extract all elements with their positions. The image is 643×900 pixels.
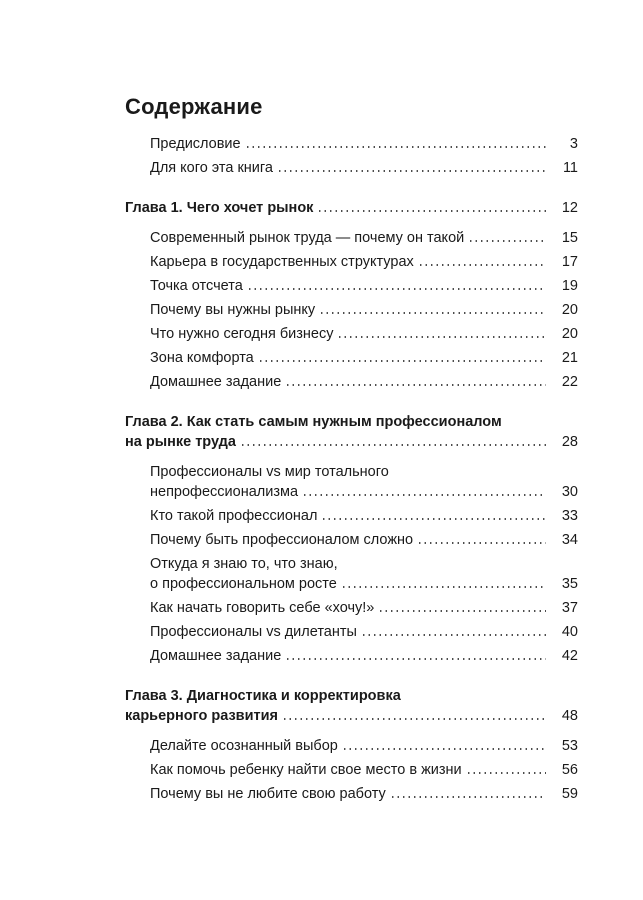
table-of-contents [125,94,578,806]
toc-section-entry [125,782,578,806]
dot-leader [247,288,546,290]
page-number: 53 [561,738,578,754]
page-number: 42 [561,648,578,664]
page-number: 22 [561,374,578,390]
dot-leader [418,264,546,266]
toc-list [125,132,578,806]
entry-row [150,274,578,298]
dot-leader [317,210,546,212]
entry-row [150,156,578,180]
page-number: 11 [562,160,578,176]
toc-section-entry [125,226,578,250]
page-number: 40 [561,624,578,640]
entry-row [150,574,578,594]
page-number: 28 [561,434,578,450]
page-number: 34 [561,532,578,548]
entry-row [150,322,578,346]
entry-row [125,196,578,220]
entry-row [150,298,578,322]
toc-section-entry [125,322,578,346]
toc-chapter-entry [125,410,578,454]
page-number: 15 [561,230,578,246]
dot-leader [361,634,546,636]
dot-leader [417,542,546,544]
page-number: 12 [561,200,578,216]
dot-leader [302,494,546,496]
entry-title: Почему вы не любите свою работу [150,786,386,802]
entry-title: Современный рынок труда — почему он такой [150,230,465,246]
page-number: 37 [561,600,578,616]
entry-row [125,706,578,726]
entry-title-line: Откуда я знаю то, что знаю, [150,556,338,572]
dot-leader [240,444,546,446]
entry-title: Как помочь ребенку найти свое место в жизни [150,762,462,778]
dot-leader [277,170,546,172]
entry-row [150,132,578,156]
entry-row [150,596,578,620]
toc-section-entry [125,298,578,322]
entry-title: Домашнее задание [150,374,282,390]
dot-leader [466,772,546,774]
page-number: 59 [561,786,578,802]
page-number: 33 [561,508,578,524]
page-number: 17 [561,254,578,270]
toc-section-entry [125,734,578,758]
entry-row [150,644,578,668]
page-number: 20 [561,326,578,342]
entry-row [150,620,578,644]
toc-section-entry [125,250,578,274]
dot-leader [378,610,546,612]
entry-title: непрофессионализма [150,484,299,500]
page-number: 30 [561,484,578,500]
toc-section-entry [125,552,578,596]
entry-title-line: Профессионалы vs мир тотального [150,464,389,480]
entry-row [150,504,578,528]
toc-section-entry [125,274,578,298]
page-number: 48 [561,708,578,724]
entry-row [150,226,578,250]
entry-title-line: Глава 2. Как стать самым нужным профессионалом [125,414,502,430]
page-number: 19 [561,278,578,294]
dot-leader [337,336,546,338]
toc-section-entry [125,596,578,620]
page-number: 56 [561,762,578,778]
entry-title: Домашнее задание [150,648,282,664]
entry-title-line: Глава 3. Диагностика и корректировка [125,688,401,704]
entry-title: Почему вы нужны рынку [150,302,316,318]
toc-section-entry [125,758,578,782]
entry-title: Как начать говорить себе «хочу!» [150,600,375,616]
dot-leader [468,240,546,242]
entry-title: Зона комфорта [150,350,254,366]
dot-leader [321,518,546,520]
entry-title: карьерного развития [125,708,278,724]
entry-row [150,734,578,758]
toc-section-entry [125,156,578,180]
dot-leader [319,312,546,314]
entry-row [125,432,578,452]
toc-chapter-entry [125,684,578,728]
entry-row [150,482,578,502]
entry-row [150,528,578,552]
toc-section-entry [125,346,578,370]
toc-chapter-entry [125,196,578,220]
toc-section-entry [125,460,578,504]
entry-row [150,370,578,394]
entry-row [150,346,578,370]
entry-row [150,782,578,806]
toc-title: Содержание [125,94,263,119]
entry-title: Профессионалы vs дилетанты [150,624,357,640]
entry-title: Для кого эта книга [150,160,273,176]
dot-leader [390,796,546,798]
dot-leader [342,748,546,750]
entry-title: Что нужно сегодня бизнесу [150,326,334,342]
toc-section-entry [125,132,578,156]
entry-title: Кто такой профессионал [150,508,318,524]
dot-leader [258,360,546,362]
dot-leader [341,586,546,588]
page-number: 35 [561,576,578,592]
entry-title: Глава 1. Чего хочет рынок [125,200,314,216]
page-number: 3 [569,136,578,152]
dot-leader [285,658,546,660]
entry-title: Почему быть профессионалом сложно [150,532,414,548]
entry-title: Делайте осознанный выбор [150,738,338,754]
page-number: 20 [561,302,578,318]
entry-title: Точка отсчета [150,278,243,294]
entry-row [150,250,578,274]
dot-leader [282,718,546,720]
entry-title: Карьера в государственных структурах [150,254,414,270]
dot-leader [285,384,546,386]
entry-row [150,758,578,782]
toc-section-entry [125,504,578,528]
toc-section-entry [125,528,578,552]
entry-title: на рынке труда [125,434,236,450]
entry-title: о профессиональном росте [150,576,337,592]
entry-title: Предисловие [150,136,241,152]
page-number: 21 [561,350,578,366]
toc-section-entry [125,620,578,644]
dot-leader [245,146,546,148]
toc-section-entry [125,644,578,668]
toc-section-entry [125,370,578,394]
